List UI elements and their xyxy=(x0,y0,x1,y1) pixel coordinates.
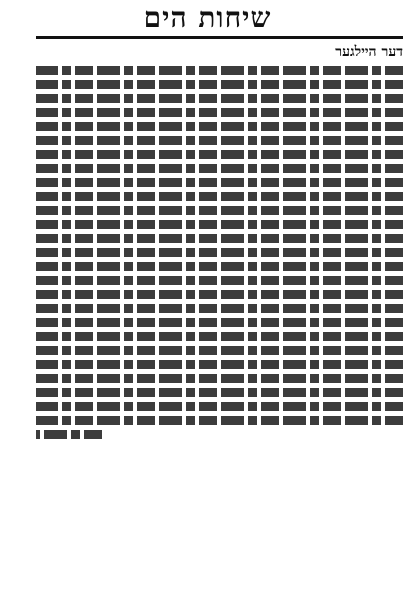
text-line xyxy=(36,318,403,327)
text-line xyxy=(36,206,403,215)
text-line xyxy=(36,136,403,145)
text-line xyxy=(36,66,403,75)
text-line xyxy=(36,164,403,173)
text-line xyxy=(36,94,403,103)
text-line xyxy=(36,108,403,117)
page-header xyxy=(0,0,415,36)
page-title: שיחות הים xyxy=(143,1,272,34)
text-line xyxy=(36,290,403,299)
body-text-block xyxy=(36,44,403,464)
header-rule xyxy=(36,36,403,39)
text-line xyxy=(36,360,403,369)
text-line xyxy=(36,332,403,341)
text-line xyxy=(36,388,403,397)
text-line xyxy=(36,248,403,257)
text-line xyxy=(36,122,403,131)
text-line xyxy=(36,234,403,243)
text-line xyxy=(36,374,403,383)
text-line xyxy=(36,304,403,313)
text-line xyxy=(36,220,403,229)
text-line xyxy=(36,262,403,271)
first-line-lead: דער היילגער xyxy=(335,44,403,60)
text-line xyxy=(36,416,403,425)
text-line xyxy=(36,178,403,187)
text-line xyxy=(36,80,403,89)
text-line xyxy=(36,346,403,355)
text-line xyxy=(36,150,403,159)
text-line xyxy=(36,402,403,411)
text-line xyxy=(36,192,403,201)
text-line xyxy=(36,276,403,285)
text-line-last xyxy=(36,430,102,439)
